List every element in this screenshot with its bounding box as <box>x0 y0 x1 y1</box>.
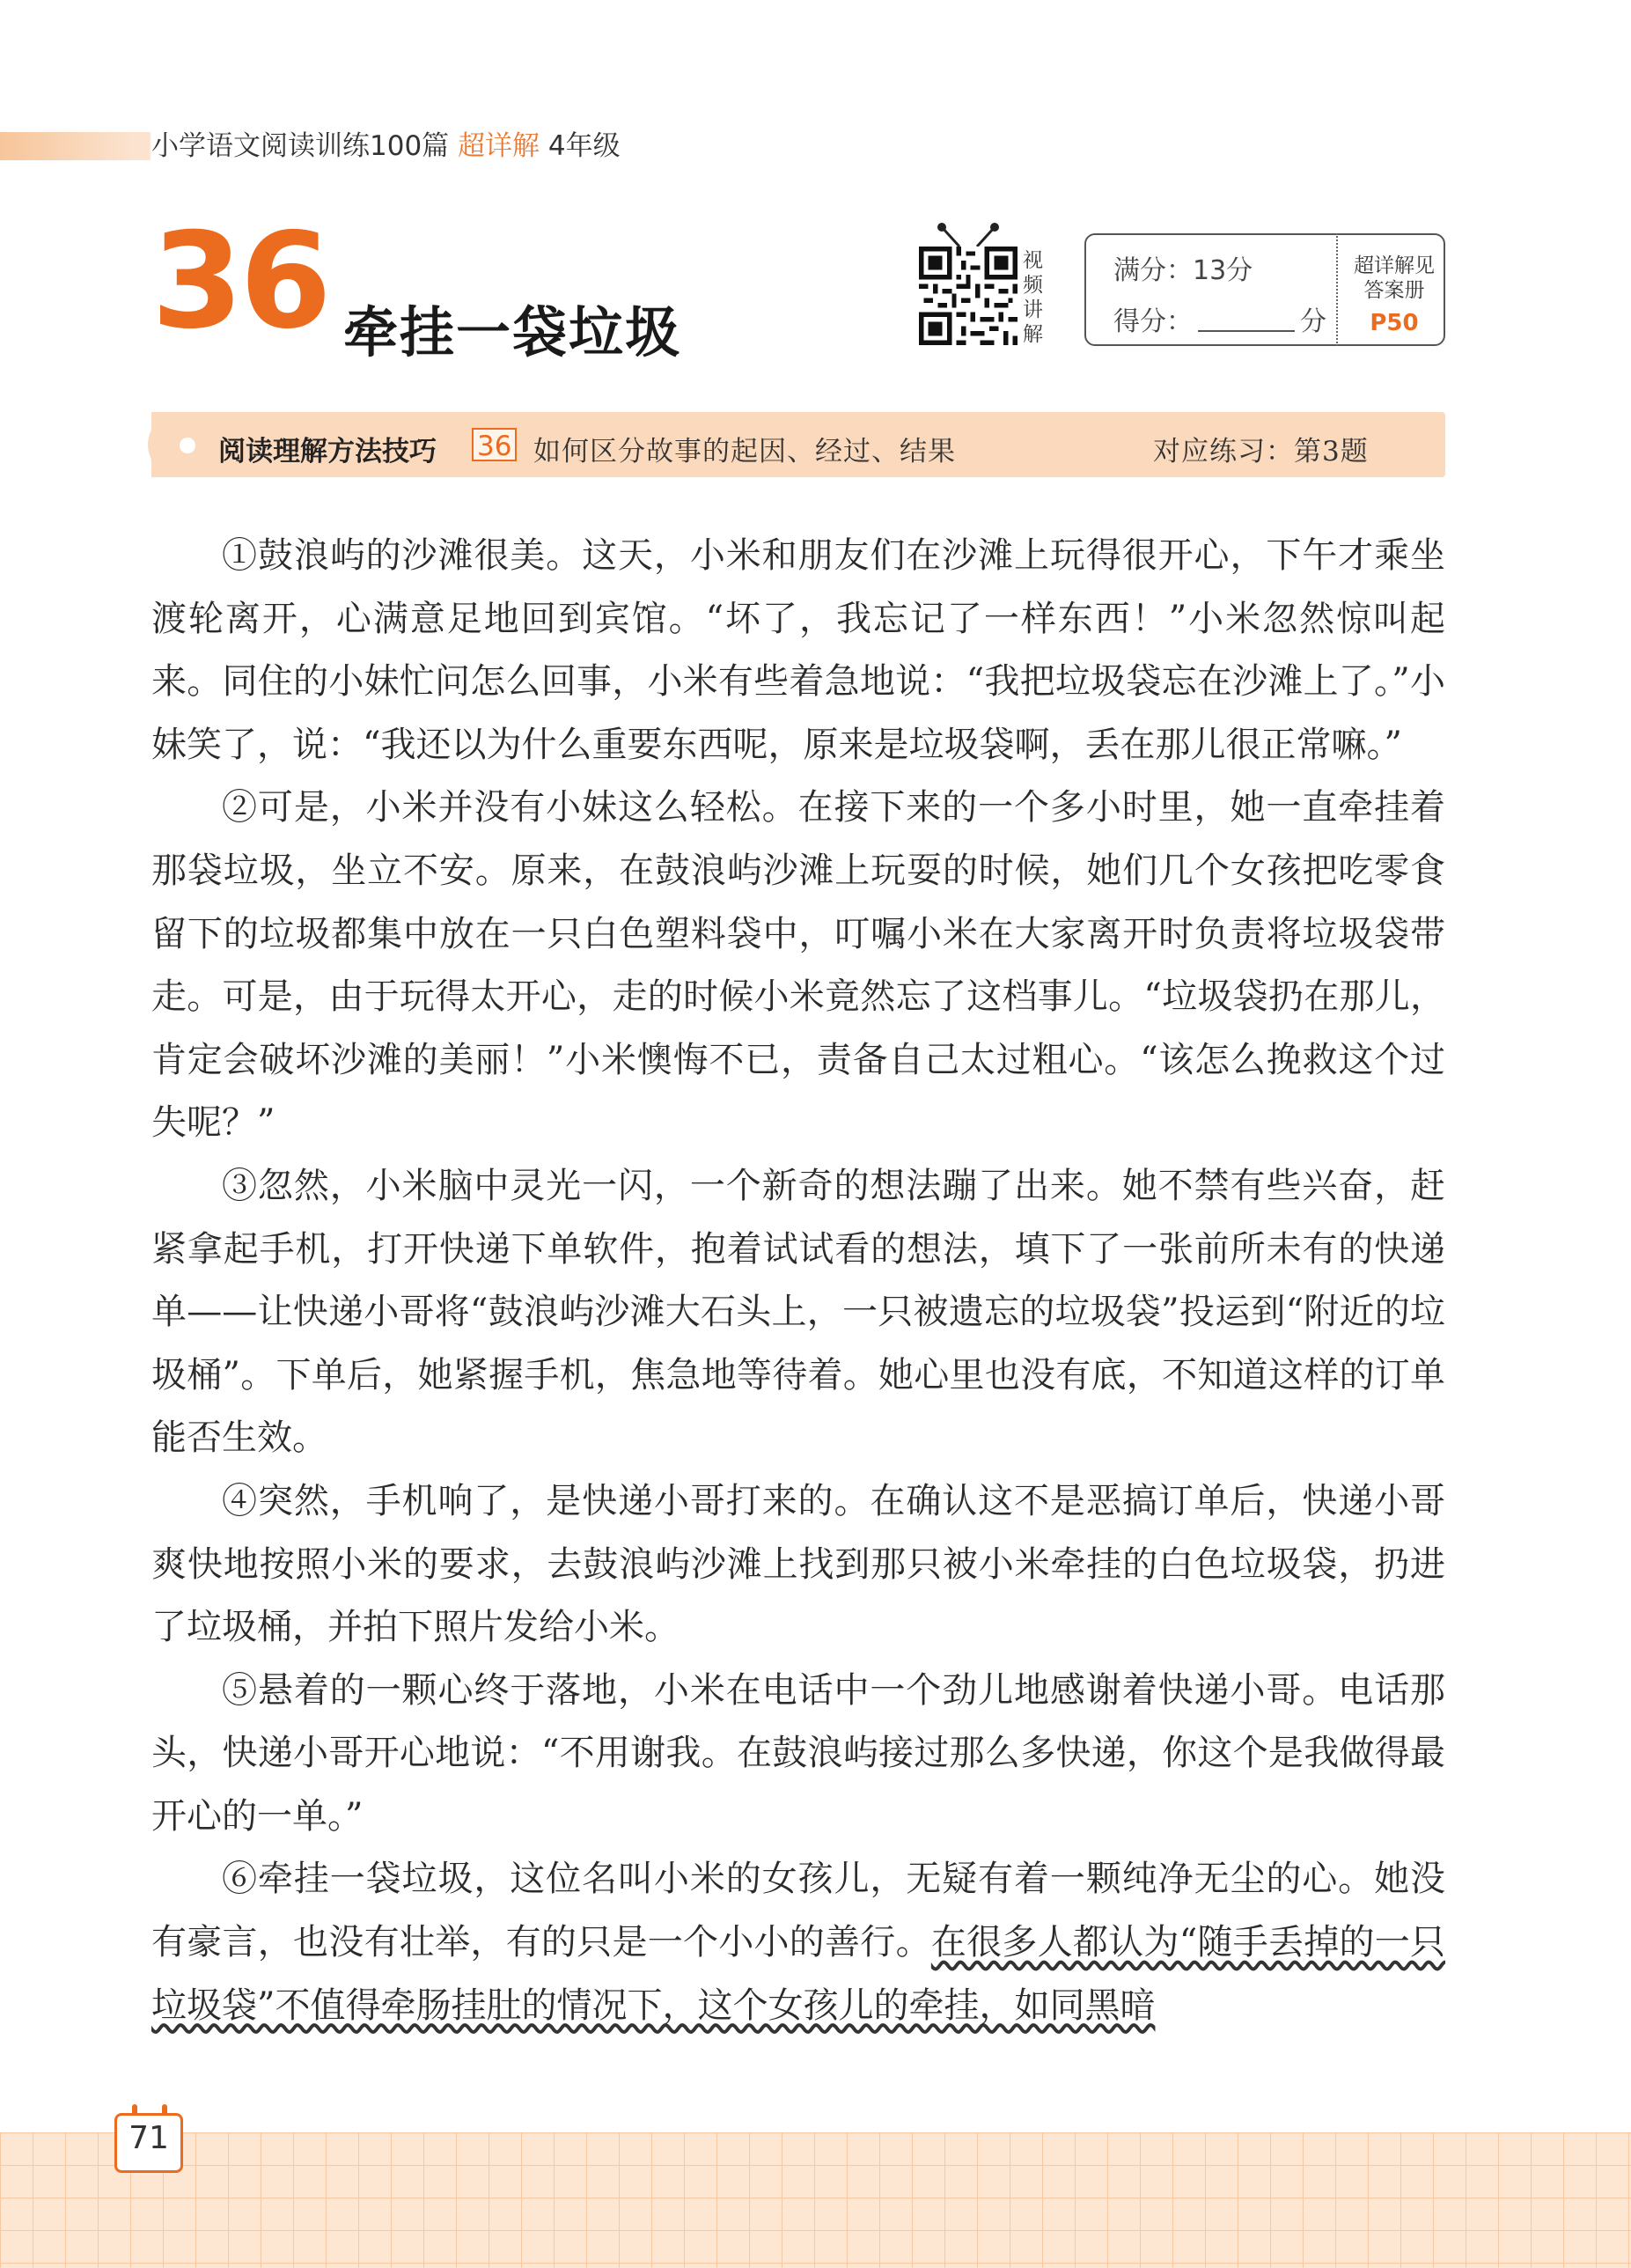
answer-reference: 超详解见答案册 <box>1354 254 1435 302</box>
paragraph-5: ⑤悬着的一颗心终于落地，小米在电话中一个劲儿地感谢着快递小哥。电话那头，快递小哥开心地说：“不用谢我。在鼓浪屿接过那么多快递，你这个是我做得最开心的一单。” <box>151 1669 1445 1837</box>
book-title <box>151 123 621 163</box>
article-body <box>151 525 1445 2037</box>
answer-page: P50 <box>1370 310 1419 336</box>
underlined-sentence: 在很多人都认为“随手丢掉的一只垃圾袋”不值得牵肠挂肚的情况下，这个女孩儿的牵挂，如同黑暗 <box>151 1922 1446 2026</box>
footer-grid <box>0 2132 1631 2268</box>
paragraph-1: ①鼓浪屿的沙滩很美。这天，小米和朋友们在沙滩上玩得很开心，下午才乘坐渡轮离开，心满意足地回到宾馆。“坏了，我忘记了一样东西！”小米忽然惊叫起来。同住的小妹忙问怎么回事，小米有些着急地说：“我把垃圾袋忘在沙滩上了。”小妹笑了，说：“我还以为什么重要东西呢，原来是垃圾袋啊，丢在那儿很正常嘛。” <box>151 535 1445 765</box>
bullet-dot-icon <box>180 438 195 453</box>
paragraph-4: ④突然，手机响了，是快递小哥打来的。在确认这不是恶搞订单后，快递小哥爽快地按照小米的要求，去鼓浪屿沙滩上找到那只被小米牵挂的白色垃圾袋，扔进了垃圾桶，并拍下照片发给小米。 <box>151 1480 1445 1648</box>
book-highlight: 超详解 <box>458 130 540 162</box>
full-score: 满分：13分 <box>1113 255 1253 286</box>
method-heading: 阅读理解方法技巧 <box>218 436 437 468</box>
lesson-title: 牵挂一袋垃圾 <box>343 300 682 364</box>
method-topic: 如何区分故事的起因、经过、结果 <box>533 436 956 468</box>
page-number: 71 <box>129 2120 169 2156</box>
score-unit: 分 <box>1300 306 1326 337</box>
score-field[interactable] <box>1113 299 1326 338</box>
video-explanation-label: 视频讲解 <box>1023 249 1043 346</box>
paragraph-3: ③忽然，小米脑中灵光一闪，一个新奇的想法蹦了出来。她不禁有些兴奋，赶紧拿起手机，打开快递下单软件，抱着试试看的想法，填下了一张前所未有的快递单——让快递小哥将“鼓浪屿沙滩大石头上，一只被遗忘的垃圾袋”投运到“附近的垃圾桶”。下单后，她紧握手机，焦急地等待着。她心里也没有底，不知道这样的订单能否生效。 <box>151 1165 1445 1459</box>
score-divider <box>1336 233 1338 346</box>
book-grade: 4年级 <box>540 130 621 162</box>
paragraph-2: ②可是，小米并没有小妹这么轻松。在接下来的一个多小时里，她一直牵挂着那袋垃圾，坐立不安。原来，在鼓浪屿沙滩上玩耍的时候，她们几个女孩把吃零食留下的垃圾都集中放在一只白色塑料袋中，叮嘱小米在大家离开时负责将垃圾袋带走。可是，由于玩得太开心，走的时候小米竟然忘了这档事儿。“垃圾袋扔在那儿，肯定会破坏沙滩的美丽！”小米懊悔不已，责备自己太过粗心。“该怎么挽救这个过失呢？” <box>151 787 1445 1144</box>
score-blank[interactable] <box>1198 330 1295 332</box>
paragraph-6-text: ⑥牵挂一袋垃圾，这位名叫小米的女孩儿，无疑有着一颗纯净无尘的心。她没有豪言，也没有壮举，有的只是一个小小的善行。 <box>151 1859 1445 1963</box>
tv-antenna-icon <box>933 222 1003 248</box>
book-series: 小学语文阅读训练100篇 <box>151 130 459 162</box>
practice-reference: 对应练习：第3题 <box>1153 436 1369 468</box>
qr-code-icon[interactable] <box>919 247 1018 345</box>
paragraph-6 <box>151 1848 1445 2037</box>
method-number: 36 <box>472 428 517 461</box>
lesson-number: 36 <box>151 205 328 358</box>
score-label: 得分： <box>1113 306 1193 337</box>
